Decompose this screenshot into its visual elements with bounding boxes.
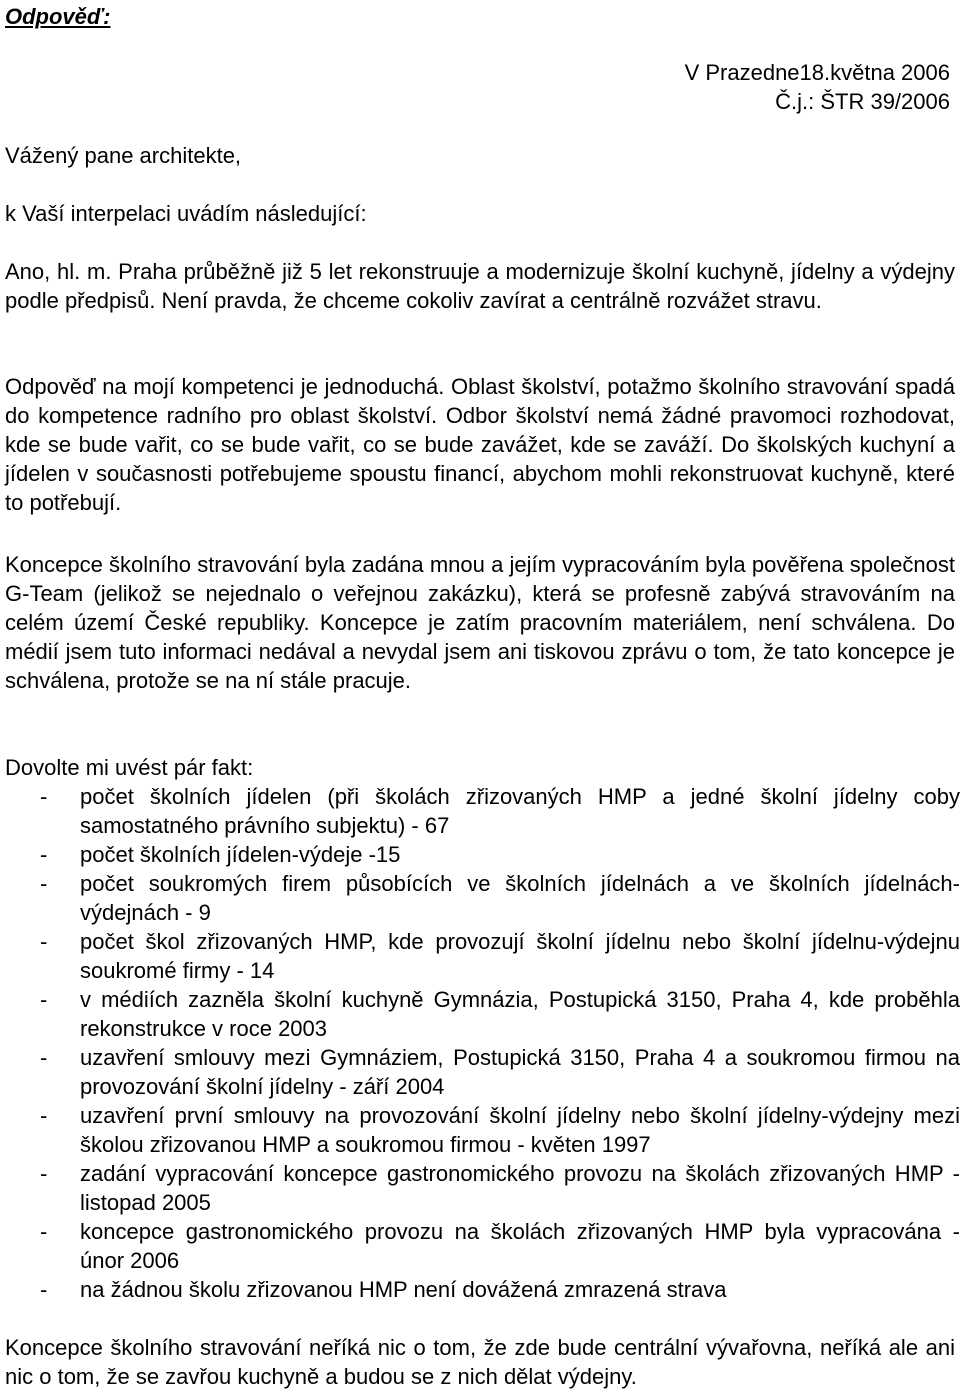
- closing-paragraph: Koncepce školního stravování neříká nic o tom, že zde bude centrální vývařovna, neříká ale ani nic o tom, že se zavřou kuchyně a budou se z nich dělat výdejny.: [5, 1335, 955, 1389]
- bullet-dash: -: [40, 871, 48, 896]
- bullet-dash: -: [40, 1045, 48, 1070]
- list-item: [5, 1101, 960, 1159]
- bullet-dash: -: [40, 1219, 48, 1244]
- bullet-dash: -: [40, 784, 48, 809]
- list-item-text: koncepce gastronomického provozu na školách zřizovaných HMP byla vypracována - únor 2006: [80, 1219, 960, 1273]
- salutation: Vážený pane architekte,: [5, 143, 242, 168]
- date-block: [5, 58, 950, 116]
- bullet-dash: -: [40, 842, 48, 867]
- bullet-dash: -: [40, 1277, 48, 1302]
- list-item: [5, 1043, 960, 1101]
- intro-line: k Vaší interpelaci uvádím následující:: [5, 201, 367, 226]
- paragraph-answer: Ano, hl. m. Praha průběžně již 5 let rekonstruuje a modernizuje školní kuchyně, jídelny a výdejny podle předpisů. Není pravda, že chceme cokoliv zavírat a centrálně rozvážet stravu.: [5, 259, 955, 313]
- paragraph-competence: Odpověď na mojí kompetenci je jednoduchá. Oblast školství, potažmo školního stravování spadá do kompetence radního pro oblast školství. Odbor školství nemá žádné pravomoci rozhodovat, kde se bude vařit, co se bude vařit, co se bude zavážet, kde se zaváží. Do školských kuchyní a jídelen v současnosti potřebujeme spoustu financí, abychom mohli rekonstruovat kuchyně, které to potřebují.: [5, 374, 955, 515]
- list-item-text: uzavření první smlouvy na provozování školní jídelny nebo školní jídelny-výdejny mezi školou zřizovanou HMP a soukromou firmou - květen 1997: [80, 1103, 960, 1157]
- reference-number: Č.j.: ŠTR 39/2006: [775, 89, 950, 114]
- bullet-dash: -: [40, 1161, 48, 1186]
- list-item-text: počet školních jídelen-výdeje -15: [80, 842, 401, 867]
- heading: Odpověď:: [5, 4, 111, 29]
- list-item-text: na žádnou školu zřizovanou HMP není dovážená zmrazená strava: [80, 1277, 727, 1302]
- list-item: [5, 1159, 960, 1217]
- list-item-text: uzavření smlouvy mezi Gymnáziem, Postupická 3150, Praha 4 a soukromou firmou na provozování školní jídelny - září 2004: [80, 1045, 960, 1099]
- list-item: [5, 927, 960, 985]
- bullet-dash: -: [40, 987, 48, 1012]
- bullet-dash: -: [40, 929, 48, 954]
- facts-list: [5, 782, 960, 1304]
- facts-intro: Dovolte mi uvést pár fakt:: [5, 755, 254, 780]
- paragraph-concept: Koncepce školního stravování byla zadána mnou a jejím vypracováním byla pověřena společnost G-Team (jelikož se nejednalo o veřejnou zakázku), která se profesně zabývá stravováním na celém území České republiky. Koncepce je zatím pracovním materiálem, není schválena. Do médií jsem tuto informaci nedával a nevydal jsem ani tiskovou zprávu o tom, že tato koncepce je schválena, protože se na ní stále pracuje.: [5, 552, 955, 693]
- list-item-text: počet školních jídelen (při školách zřizovaných HMP a jedné školní jídelny coby samostatného právního subjektu) - 67: [80, 784, 960, 838]
- list-item: [5, 782, 960, 840]
- list-item: [5, 985, 960, 1043]
- date-line: V Prazedne18.května 2006: [684, 60, 950, 85]
- list-item-text: počet škol zřizovaných HMP, kde provozují školní jídelnu nebo školní jídelnu-výdejnu soukromé firmy - 14: [80, 929, 960, 983]
- list-item: [5, 840, 960, 869]
- list-item: [5, 1217, 960, 1275]
- list-item-text: v médiích zazněla školní kuchyně Gymnázia, Postupická 3150, Praha 4, kde proběhla rekonstrukce v roce 2003: [80, 987, 960, 1041]
- bullet-dash: -: [40, 1103, 48, 1128]
- list-item-text: počet soukromých firem působících ve školních jídelnách a ve školních jídelnách-výdejnách - 9: [80, 871, 960, 925]
- list-item: [5, 869, 960, 927]
- list-item: [5, 1275, 960, 1304]
- list-item-text: zadání vypracování koncepce gastronomického provozu na školách zřizovaných HMP - listopad 2005: [80, 1161, 960, 1215]
